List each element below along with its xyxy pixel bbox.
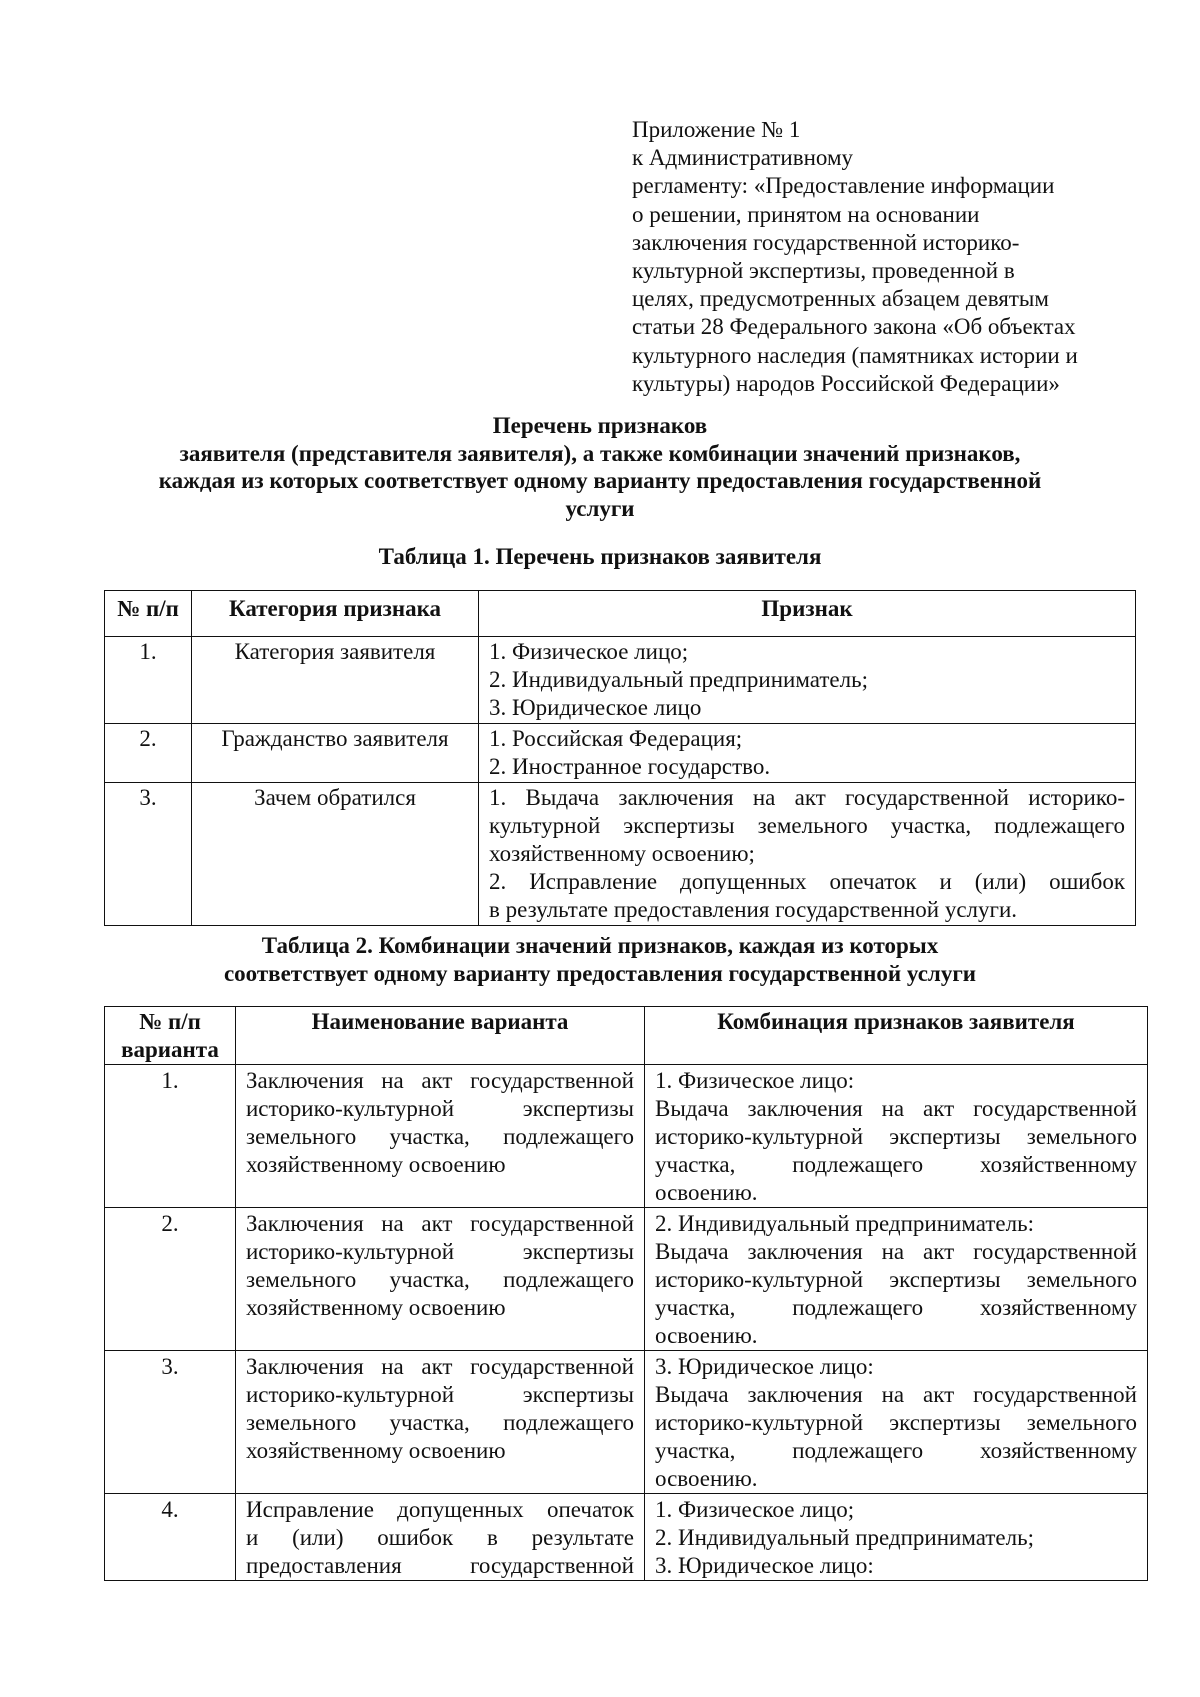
- combo-line: участка, подлежащего хозяйственному: [655, 1295, 1137, 1320]
- combo-line: освоению.: [655, 1180, 758, 1205]
- combo-line: 1. Физическое лицо;: [655, 1497, 855, 1522]
- heading-line: Перечень признаков: [492, 413, 708, 438]
- table-row: [105, 1494, 1148, 1581]
- row-attribute: [479, 783, 1136, 926]
- column-header-num: № п/п: [105, 591, 192, 637]
- appendix-line: о решении, принятом на основании: [632, 201, 980, 227]
- row-combination: [645, 1351, 1148, 1494]
- row-number: 1.: [105, 1065, 236, 1208]
- combo-line: историко-культурной экспертизы земельного: [655, 1410, 1137, 1435]
- row-combination: [645, 1208, 1148, 1351]
- name-line: Заключения на акт государственной: [246, 1354, 634, 1379]
- attribute-line: в результате предоставления государственной услуги.: [489, 897, 1018, 922]
- row-attribute: [479, 724, 1136, 783]
- table-row: [105, 637, 1136, 724]
- table-header-row: [105, 1007, 1148, 1065]
- row-number: 2.: [105, 724, 192, 783]
- appendix-line: культурной экспертизы, проведенной в: [632, 258, 1015, 284]
- name-line: земельного участка, подлежащего: [246, 1267, 634, 1292]
- appendix-line: целях, предусмотренных абзацем девятым: [632, 286, 1049, 312]
- table2-caption-line: соответствует одному варианту предоставления государственной услуги: [223, 961, 977, 986]
- appendix-line: заключения государственной историко-: [632, 229, 1020, 255]
- column-header-combination: Комбинация признаков заявителя: [645, 1007, 1148, 1065]
- name-line: Исправление допущенных опечаток: [246, 1497, 634, 1522]
- name-line: предоставления государственной: [246, 1553, 634, 1578]
- row-variant-name: [236, 1065, 645, 1208]
- table-row: [105, 1065, 1148, 1208]
- table-row: [105, 1351, 1148, 1494]
- table-row: [105, 1208, 1148, 1351]
- heading-line: заявителя (представителя заявителя), а также комбинации значений признаков,: [179, 440, 1021, 466]
- appendix-line: к Административному: [632, 145, 854, 171]
- row-number: 1.: [105, 637, 192, 724]
- attribute-line: 1. Физическое лицо;: [489, 639, 689, 664]
- combo-line: 3. Юридическое лицо:: [655, 1553, 874, 1578]
- row-variant-name: [236, 1208, 645, 1351]
- table2-caption: [100, 932, 1100, 988]
- combo-line: историко-культурной экспертизы земельного: [655, 1267, 1137, 1292]
- attribute-line: 2. Исправление допущенных опечаток и (или) ошибок: [489, 869, 1125, 894]
- combo-line: 1. Физическое лицо:: [655, 1068, 855, 1093]
- row-category: Зачем обратился: [192, 783, 479, 926]
- heading-line: услуги: [565, 495, 635, 521]
- name-line: хозяйственному освоению: [246, 1152, 506, 1177]
- row-combination: [645, 1065, 1148, 1208]
- appendix-line: статьи 28 Федерального закона «Об объектах: [632, 314, 1076, 340]
- header-line: варианта: [121, 1037, 219, 1062]
- name-line: историко-культурной экспертизы: [246, 1382, 634, 1407]
- name-line: земельного участка, подлежащего: [246, 1410, 634, 1435]
- attribute-line: хозяйственному освоению;: [489, 841, 755, 866]
- combo-line: 2. Индивидуальный предприниматель:: [655, 1211, 1034, 1236]
- table-row: [105, 724, 1136, 783]
- attribute-line: 3. Юридическое лицо: [489, 695, 702, 720]
- row-combination: [645, 1494, 1148, 1581]
- table-header-row: [105, 591, 1136, 637]
- appendix-line: культурного наследия (памятниках истории и: [632, 342, 1078, 368]
- name-line: хозяйственному освоению: [246, 1438, 506, 1463]
- row-number: 3.: [105, 1351, 236, 1494]
- row-variant-name: [236, 1494, 645, 1581]
- combo-line: Выдача заключения на акт государственной: [655, 1382, 1137, 1407]
- row-number: 2.: [105, 1208, 236, 1351]
- name-line: и (или) ошибок в результате: [246, 1525, 634, 1550]
- table-row: [105, 783, 1136, 926]
- combo-line: освоению.: [655, 1466, 758, 1491]
- table1-caption: [100, 543, 1100, 571]
- appendix-line: регламенту: «Предоставление информации: [632, 173, 1055, 199]
- header-line: № п/п: [139, 1009, 201, 1034]
- combinations-table: [104, 1006, 1148, 1581]
- column-header-category: Категория признака: [192, 591, 479, 637]
- column-header-variant-num: [105, 1007, 236, 1065]
- attribute-line: 1. Выдача заключения на акт государственной историко-: [489, 785, 1125, 810]
- attribute-line: 2. Индивидуальный предприниматель;: [489, 667, 868, 692]
- document-heading: [100, 412, 1100, 522]
- combo-line: 3. Юридическое лицо:: [655, 1354, 874, 1379]
- heading-line: каждая из которых соответствует одному варианту предоставления государственной: [158, 468, 1042, 493]
- table1-caption-text: Таблица 1. Перечень признаков заявителя: [378, 544, 822, 569]
- column-header-attribute: Признак: [479, 591, 1136, 637]
- attribute-line: 2. Иностранное государство.: [489, 754, 771, 779]
- appendix-line: Приложение № 1: [632, 117, 801, 142]
- name-line: земельного участка, подлежащего: [246, 1124, 634, 1149]
- appendix-note: [632, 116, 1102, 398]
- row-category: Категория заявителя: [192, 637, 479, 724]
- row-number: 3.: [105, 783, 192, 926]
- combo-line: Выдача заключения на акт государственной: [655, 1096, 1137, 1121]
- combo-line: историко-культурной экспертизы земельного: [655, 1124, 1137, 1149]
- attributes-table: [104, 590, 1136, 926]
- row-number: 4.: [105, 1494, 236, 1581]
- combo-line: участка, подлежащего хозяйственному: [655, 1152, 1137, 1177]
- attribute-line: культурной экспертизы земельного участка, подлежащего: [489, 813, 1125, 838]
- appendix-line: культуры) народов Российской Федерации»: [632, 370, 1060, 396]
- name-line: хозяйственному освоению: [246, 1295, 506, 1320]
- combo-line: освоению.: [655, 1323, 758, 1348]
- combo-line: участка, подлежащего хозяйственному: [655, 1438, 1137, 1463]
- name-line: Заключения на акт государственной: [246, 1211, 634, 1236]
- name-line: историко-культурной экспертизы: [246, 1096, 634, 1121]
- name-line: Заключения на акт государственной: [246, 1068, 634, 1093]
- row-category: Гражданство заявителя: [192, 724, 479, 783]
- row-variant-name: [236, 1351, 645, 1494]
- column-header-variant-name: Наименование варианта: [236, 1007, 645, 1065]
- combo-line: 2. Индивидуальный предприниматель;: [655, 1525, 1034, 1550]
- combo-line: Выдача заключения на акт государственной: [655, 1239, 1137, 1264]
- attribute-line: 1. Российская Федерация;: [489, 726, 743, 751]
- table2-caption-line: Таблица 2. Комбинации значений признаков, каждая из которых: [261, 933, 939, 958]
- row-attribute: [479, 637, 1136, 724]
- name-line: историко-культурной экспертизы: [246, 1239, 634, 1264]
